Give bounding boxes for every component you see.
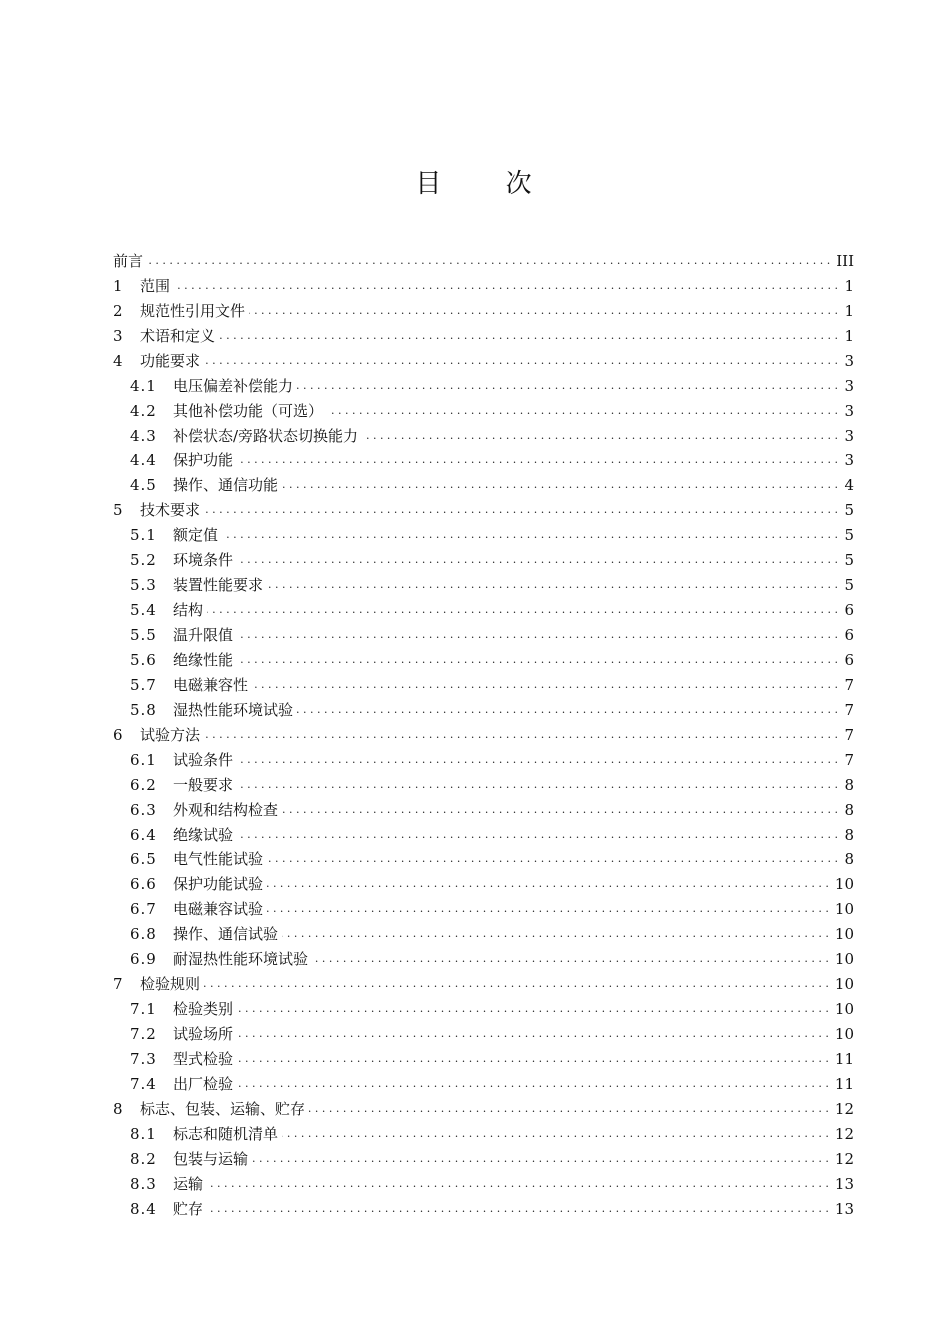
dot-leader	[237, 1000, 829, 1018]
toc-entry-label: 试验方法	[140, 725, 201, 744]
toc-entry-page-number: 13	[834, 1199, 854, 1218]
toc-entry-page-number: 5	[844, 501, 854, 520]
toc-entry[interactable]	[113, 320, 854, 345]
toc-entry[interactable]	[113, 1143, 854, 1168]
toc-entry-label: 试验场所	[173, 1025, 234, 1043]
toc-entry-page-number: 10	[834, 925, 854, 944]
dot-leader	[297, 701, 838, 719]
toc-entry-number: 5.3	[130, 576, 157, 595]
toc-entry[interactable]	[113, 943, 854, 968]
toc-entry-number: 8.1	[130, 1124, 157, 1143]
toc-entry[interactable]	[113, 1068, 854, 1093]
dot-leader	[267, 850, 838, 868]
dot-leader	[309, 1100, 829, 1118]
toc-entry-label: 标志和随机清单	[173, 1124, 279, 1143]
toc-entry-label: 电磁兼容性	[173, 675, 249, 694]
toc-entry-page-number: 8	[844, 775, 854, 794]
dot-leader	[237, 751, 838, 769]
toc-entry[interactable]	[113, 519, 854, 544]
toc-entry-page-number: 3	[844, 376, 854, 395]
dot-leader	[282, 925, 829, 943]
dot-leader	[252, 1150, 829, 1168]
table-of-contents	[113, 245, 854, 1218]
dot-leader	[204, 726, 838, 744]
toc-entry-number: 5.2	[130, 551, 157, 570]
toc-entry-number: 6.5	[130, 850, 157, 869]
toc-entry[interactable]	[113, 1043, 854, 1068]
toc-entry-page-number: 1	[844, 301, 854, 320]
toc-entry-page-number: 11	[834, 1074, 854, 1093]
toc-entry[interactable]	[113, 420, 854, 445]
toc-entry-label: 耐湿热性能环境试验	[173, 950, 309, 969]
toc-entry-number: 7	[113, 975, 124, 994]
toc-entry-number: 6.8	[130, 925, 157, 944]
toc-entry-page-number: 10	[834, 1000, 854, 1019]
toc-entry[interactable]	[113, 594, 854, 619]
toc-entry-label: 贮存	[173, 1199, 204, 1218]
toc-entry-page-number: 12	[834, 1124, 854, 1143]
toc-entry[interactable]	[113, 544, 854, 569]
toc-entry-number: 4.1	[130, 376, 157, 395]
toc-entry-page-number: 10	[834, 950, 854, 969]
toc-entry-number: 5.7	[130, 675, 157, 694]
toc-entry-label: 电气性能试验	[173, 850, 264, 869]
dot-leader	[327, 402, 838, 420]
dot-leader	[147, 252, 830, 270]
toc-entry-label: 型式检验	[173, 1049, 234, 1068]
toc-entry-number: 5.1	[130, 526, 157, 545]
toc-entry-page-number: 6	[844, 650, 854, 669]
toc-entry-number: 6.4	[130, 825, 157, 844]
toc-entry-label: 出厂检验	[173, 1074, 234, 1093]
toc-entry-page-number: 8	[844, 825, 854, 844]
toc-entry-page-number: 8	[844, 850, 854, 869]
toc-entry-page-number: 3	[844, 351, 854, 370]
dot-leader	[267, 875, 829, 893]
dot-leader	[204, 975, 829, 993]
dot-leader	[282, 801, 838, 819]
toc-entry[interactable]	[113, 1093, 854, 1118]
toc-entry-number: 3	[113, 326, 124, 345]
dot-leader	[237, 776, 838, 794]
toc-entry-label: 操作、通信试验	[173, 925, 279, 944]
toc-entry[interactable]	[113, 1118, 854, 1143]
toc-entry[interactable]	[113, 644, 854, 669]
toc-entry-page-number: 10	[834, 1025, 854, 1043]
dot-leader	[237, 826, 838, 844]
toc-entry-page-number: 6	[844, 601, 854, 620]
toc-entry-label: 绝缘试验	[173, 825, 234, 844]
dot-leader	[282, 476, 838, 494]
toc-entry-number: 8.3	[130, 1174, 157, 1193]
toc-entry[interactable]	[113, 669, 854, 694]
toc-entry-label: 一般要求	[173, 775, 234, 794]
toc-entry[interactable]	[113, 819, 854, 844]
dot-leader	[312, 950, 829, 968]
dot-leader	[204, 501, 838, 519]
toc-entry-label: 温升限值	[173, 626, 234, 644]
toc-entry-label: 技术要求	[140, 501, 201, 520]
dot-leader	[237, 626, 838, 644]
toc-entry-number: 6.6	[130, 875, 157, 894]
toc-entry-label: 运输	[173, 1174, 204, 1193]
toc-entry-number: 5	[113, 501, 124, 520]
toc-entry[interactable]	[113, 844, 854, 869]
toc-entry-number: 6.2	[130, 775, 157, 794]
toc-entry[interactable]	[113, 794, 854, 819]
toc-entry-number: 4	[113, 351, 124, 370]
toc-entry-label: 电磁兼容试验	[173, 900, 264, 919]
toc-entry[interactable]	[113, 1193, 854, 1218]
dot-leader	[252, 676, 838, 694]
toc-entry-number: 4.2	[130, 401, 157, 420]
toc-entry-page-number: 7	[844, 725, 854, 744]
toc-entry-number: 4.5	[130, 476, 157, 495]
toc-entry-label: 保护功能	[173, 451, 234, 470]
dot-leader	[249, 302, 838, 320]
toc-entry-page-number: 5	[844, 576, 854, 595]
toc-entry-label: 其他补偿功能（可选）	[173, 401, 324, 420]
toc-entry-label: 外观和结构检查	[173, 800, 279, 819]
toc-entry-number: 4.3	[130, 426, 157, 445]
toc-entry-number: 6	[113, 725, 124, 744]
toc-entry-label: 范围	[140, 276, 171, 295]
dot-leader	[207, 1200, 829, 1218]
toc-entry-number: 5.6	[130, 650, 157, 669]
dot-leader	[222, 526, 838, 544]
toc-entry-label: 规范性引用文件	[140, 301, 246, 320]
toc-entry-label: 检验规则	[140, 975, 201, 994]
toc-entry[interactable]	[113, 993, 854, 1018]
toc-entry[interactable]	[113, 694, 854, 719]
toc-entry[interactable]	[113, 345, 854, 370]
toc-entry-number: 8.4	[130, 1199, 157, 1218]
toc-entry-page-number: 1	[844, 326, 854, 345]
dot-leader	[362, 427, 838, 445]
toc-entry-page-number: 7	[844, 675, 854, 694]
toc-entry[interactable]	[113, 469, 854, 494]
toc-entry[interactable]	[113, 893, 854, 918]
toc-entry-page-number: 1	[844, 276, 854, 295]
toc-entry[interactable]	[113, 569, 854, 594]
toc-entry[interactable]	[113, 744, 854, 769]
toc-entry-label: 绝缘性能	[173, 650, 234, 669]
dot-leader	[282, 1125, 829, 1143]
toc-entry-number: 7.4	[130, 1074, 157, 1093]
toc-entry-number: 2	[113, 301, 124, 320]
toc-entry-number: 4.4	[130, 451, 157, 470]
toc-entry[interactable]	[113, 295, 854, 320]
dot-leader	[207, 601, 838, 619]
toc-entry-page-number: 5	[844, 526, 854, 545]
dot-leader	[219, 327, 838, 345]
toc-entry-page-number: 11	[834, 1049, 854, 1068]
toc-entry[interactable]	[113, 494, 854, 519]
toc-entry-label: 结构	[173, 601, 204, 620]
dot-leader	[237, 551, 838, 569]
toc-entry-label: 术语和定义	[140, 326, 216, 345]
dot-leader	[237, 1050, 829, 1068]
toc-entry-page-number: 3	[844, 401, 854, 420]
toc-entry-label: 湿热性能环境试验	[173, 700, 294, 719]
dot-leader	[237, 1075, 829, 1093]
dot-leader	[237, 451, 838, 469]
toc-entry-label: 保护功能试验	[173, 875, 264, 894]
toc-entry[interactable]	[113, 619, 854, 644]
dot-leader	[267, 900, 829, 918]
toc-entry-number: 6.1	[130, 750, 157, 769]
toc-entry-page-number: 8	[844, 800, 854, 819]
toc-entry-label: 操作、通信功能	[173, 476, 279, 495]
toc-entry-page-number: 4	[844, 476, 854, 495]
toc-entry-label: 环境条件	[173, 551, 234, 570]
toc-entry-number: 1	[113, 276, 124, 295]
toc-entry-number: 6.9	[130, 950, 157, 969]
toc-entry-label: 前言	[113, 251, 144, 270]
toc-entry[interactable]	[113, 719, 854, 744]
toc-entry-page-number: 6	[844, 626, 854, 644]
toc-entry-number: 6.3	[130, 800, 157, 819]
toc-entry-label: 标志、包装、运输、贮存	[140, 1099, 306, 1118]
toc-entry[interactable]	[113, 245, 854, 270]
toc-entry-number: 5.8	[130, 700, 157, 719]
toc-entry[interactable]	[113, 395, 854, 420]
dot-leader	[207, 1175, 829, 1193]
toc-entry-number: 7.1	[130, 1000, 157, 1019]
toc-entry-number: 6.7	[130, 900, 157, 919]
toc-entry-label: 补偿状态/旁路状态切换能力	[173, 426, 359, 445]
toc-entry[interactable]	[113, 769, 854, 794]
dot-leader	[174, 277, 838, 295]
toc-entry-label: 试验条件	[173, 750, 234, 769]
toc-entry-page-number: 12	[834, 1149, 854, 1168]
toc-entry-label: 功能要求	[140, 351, 201, 370]
toc-entry-page-number: 10	[834, 900, 854, 919]
dot-leader	[237, 651, 838, 669]
dot-leader	[267, 576, 838, 594]
toc-entry-page-number: 10	[834, 875, 854, 894]
toc-entry[interactable]	[113, 1168, 854, 1193]
toc-entry[interactable]	[113, 370, 854, 395]
dot-leader	[237, 1025, 829, 1043]
dot-leader	[297, 377, 838, 395]
toc-entry-label: 包装与运输	[173, 1149, 249, 1168]
toc-entry-label: 额定值	[173, 526, 219, 545]
toc-entry[interactable]	[113, 918, 854, 943]
page-title: 目 次	[415, 169, 560, 199]
toc-entry[interactable]	[113, 968, 854, 993]
toc-entry-page-number: III	[836, 251, 854, 270]
toc-entry-number: 5.5	[130, 626, 157, 644]
toc-entry[interactable]	[113, 1018, 854, 1043]
toc-entry-page-number: 13	[834, 1174, 854, 1193]
toc-entry-page-number: 10	[834, 975, 854, 994]
toc-entry-page-number: 5	[844, 551, 854, 570]
toc-entry-number: 8	[113, 1099, 124, 1118]
toc-entry-number: 7.3	[130, 1049, 157, 1068]
toc-entry[interactable]	[113, 445, 854, 470]
toc-entry-number: 7.2	[130, 1025, 157, 1043]
toc-entry-page-number: 3	[844, 451, 854, 470]
toc-entry-page-number: 7	[844, 750, 854, 769]
toc-entry-label: 检验类别	[173, 1000, 234, 1019]
toc-entry[interactable]	[113, 270, 854, 295]
toc-entry-number: 5.4	[130, 601, 157, 620]
toc-entry-page-number: 7	[844, 700, 854, 719]
toc-entry-label: 电压偏差补偿能力	[173, 376, 294, 395]
toc-entry[interactable]	[113, 868, 854, 893]
toc-entry-page-number: 12	[834, 1099, 854, 1118]
toc-entry-page-number: 3	[844, 426, 854, 445]
toc-entry-number: 8.2	[130, 1149, 157, 1168]
toc-entry-label: 装置性能要求	[173, 576, 264, 595]
dot-leader	[204, 352, 838, 370]
